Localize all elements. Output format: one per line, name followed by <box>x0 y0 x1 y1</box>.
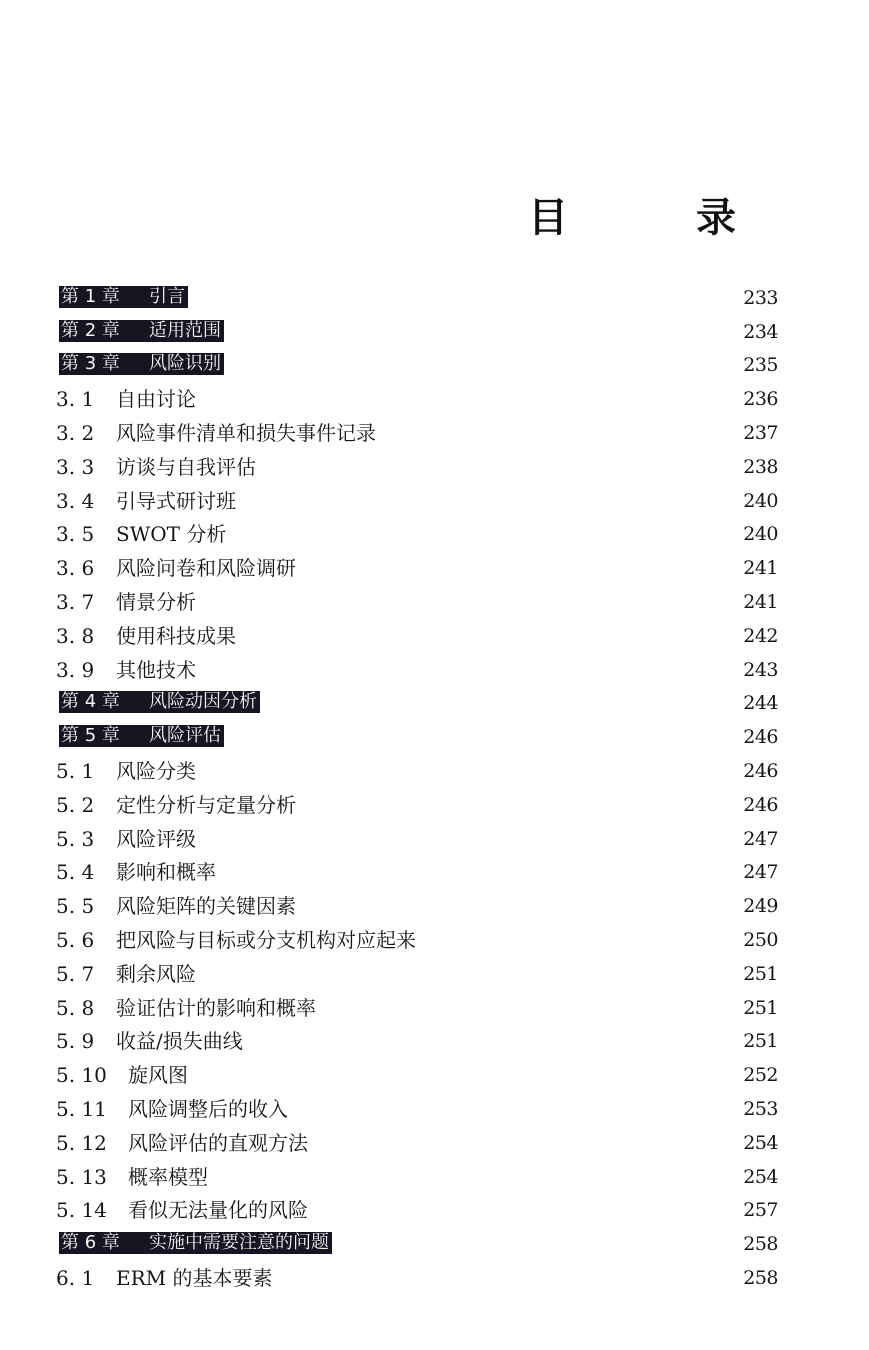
toc-entry-number: 6. 1 <box>56 1265 95 1290</box>
toc-entry-title <box>56 827 196 851</box>
toc-page-number: 233 <box>743 286 778 309</box>
toc-chapter-entry[interactable] <box>0 686 869 720</box>
toc-entry-text: 风险识别 <box>149 353 221 375</box>
toc-entry-text: 剩余风险 <box>116 961 196 986</box>
toc-page-number: 251 <box>743 996 778 1019</box>
toc-section-entry[interactable] <box>0 956 869 990</box>
toc-entry-text: 引导式研讨班 <box>116 488 236 513</box>
toc-section-entry[interactable] <box>0 550 869 584</box>
toc-entry-number: 3. 6 <box>56 556 95 581</box>
toc-section-entry[interactable] <box>0 1260 869 1294</box>
toc-entry-title <box>56 1097 288 1121</box>
toc-page-number: 258 <box>743 1266 778 1289</box>
toc-chapter-entry[interactable] <box>0 314 869 348</box>
toc-entry-number: 5. 11 <box>56 1096 107 1121</box>
toc-page-number: 238 <box>743 455 778 478</box>
toc-entry-title <box>56 962 196 986</box>
toc-entry-text: 风险分类 <box>116 758 196 783</box>
toc-entry-title <box>59 725 224 747</box>
toc-entry-title <box>56 387 196 411</box>
toc-entry-title <box>56 1029 243 1053</box>
toc-chapter-entry[interactable] <box>0 348 869 382</box>
toc-entry-text: 风险评级 <box>116 826 196 851</box>
toc-section-entry[interactable] <box>0 888 869 922</box>
toc-entry-text: 风险问卷和风险调研 <box>116 556 296 581</box>
toc-page-number: 234 <box>743 320 778 343</box>
toc-page-number: 250 <box>743 928 778 951</box>
page-title: 目 录 <box>528 195 780 241</box>
toc-section-entry[interactable] <box>0 517 869 551</box>
toc-entry-title <box>56 455 256 479</box>
toc-section-entry[interactable] <box>0 821 869 855</box>
toc-page-number: 252 <box>743 1064 778 1087</box>
toc-entry-number: 5. 10 <box>56 1063 107 1088</box>
toc-entry-number: 3. 7 <box>56 589 95 614</box>
toc-page-number: 253 <box>743 1097 778 1120</box>
toc-section-entry[interactable] <box>0 1125 869 1159</box>
toc-entry-number: 3. 4 <box>56 488 95 513</box>
toc-entry-number: 第 3 章 <box>61 353 120 375</box>
toc-page-number: 240 <box>743 523 778 546</box>
toc-entry-number: 3. 8 <box>56 623 95 648</box>
toc-entry-title <box>56 1165 208 1189</box>
toc-entry-number: 3. 9 <box>56 657 95 682</box>
toc-entry-text: ERM 的基本要素 <box>116 1265 273 1290</box>
toc-entry-text: 情景分析 <box>116 589 196 614</box>
toc-page-number: 243 <box>743 658 778 681</box>
toc-entry-number: 5. 7 <box>56 961 95 986</box>
toc-chapter-entry[interactable] <box>0 1226 869 1260</box>
toc-entry-title <box>56 658 196 682</box>
toc-entry-number: 5. 12 <box>56 1130 107 1155</box>
toc-section-entry[interactable] <box>0 381 869 415</box>
toc-entry-title <box>56 1266 273 1290</box>
toc-entry-number: 5. 13 <box>56 1164 107 1189</box>
toc-entry-number: 第 1 章 <box>61 285 120 307</box>
toc-page-number: 246 <box>743 793 778 816</box>
toc-entry-text: 风险事件清单和损失事件记录 <box>116 420 376 445</box>
toc-page-number: 241 <box>743 590 778 613</box>
toc-page-number: 242 <box>743 624 778 647</box>
toc-entry-title <box>56 860 216 884</box>
toc-chapter-entry[interactable] <box>0 719 869 753</box>
toc-page-number: 251 <box>743 962 778 985</box>
toc-entry-text: 风险调整后的收入 <box>128 1096 288 1121</box>
toc-entry-number: 第 4 章 <box>61 691 120 713</box>
toc-section-entry[interactable] <box>0 787 869 821</box>
toc-entry-title <box>56 759 196 783</box>
toc-entry-text: 看似无法量化的风险 <box>128 1198 308 1223</box>
toc-entry-text: 收益/损失曲线 <box>116 1029 243 1054</box>
toc-entry-number: 第 2 章 <box>61 319 120 341</box>
toc-chapter-entry[interactable] <box>0 280 869 314</box>
toc-page-number: 246 <box>743 759 778 782</box>
toc-entry-title <box>56 489 236 513</box>
toc-entry-number: 3. 3 <box>56 454 95 479</box>
toc-entry-title <box>56 556 296 580</box>
toc-page-number: 235 <box>743 354 778 377</box>
toc-section-entry[interactable] <box>0 449 869 483</box>
toc-entry-text: 访谈与自我评估 <box>116 454 256 479</box>
toc-entry-text: 风险动因分析 <box>149 691 257 713</box>
toc-section-entry[interactable] <box>0 1193 869 1227</box>
toc-entry-title <box>59 353 224 375</box>
toc-entry-title <box>56 421 376 445</box>
toc-page-number: 240 <box>743 489 778 512</box>
toc-entry-text: 影响和概率 <box>116 860 216 885</box>
toc-page-number: 249 <box>743 895 778 918</box>
toc-entry-number: 5. 4 <box>56 860 95 885</box>
toc-section-entry[interactable] <box>0 1024 869 1058</box>
toc-entry-text: 定性分析与定量分析 <box>116 792 296 817</box>
toc-page-number: 241 <box>743 557 778 580</box>
toc-page-number: 254 <box>743 1131 778 1154</box>
toc-page-number: 237 <box>743 421 778 444</box>
toc-section-entry[interactable] <box>0 584 869 618</box>
toc-section-entry[interactable] <box>0 652 869 686</box>
toc-page-number: 251 <box>743 1030 778 1053</box>
toc-entry-title <box>56 894 296 918</box>
toc-entry-text: 引言 <box>149 285 185 307</box>
toc-entry-text: 验证估计的影响和概率 <box>116 995 316 1020</box>
toc-entry-text: 旋风图 <box>128 1063 188 1088</box>
toc-page-number: 247 <box>743 861 778 884</box>
toc-entry-number: 5. 2 <box>56 792 95 817</box>
table-of-contents <box>0 280 869 1294</box>
toc-page-number: 246 <box>743 726 778 749</box>
toc-entry-number: 第 6 章 <box>61 1232 120 1254</box>
toc-entry-text: 使用科技成果 <box>116 623 236 648</box>
toc-entry-number: 5. 1 <box>56 758 95 783</box>
toc-entry-title <box>56 1131 308 1155</box>
toc-section-entry[interactable] <box>0 483 869 517</box>
toc-entry-number: 3. 2 <box>56 420 95 445</box>
toc-entry-title <box>59 286 188 308</box>
toc-section-entry[interactable] <box>0 855 869 889</box>
toc-entry-text: 适用范围 <box>149 319 221 341</box>
toc-entry-title <box>59 691 260 713</box>
toc-section-entry[interactable] <box>0 1057 869 1091</box>
toc-entry-number: 5. 6 <box>56 927 95 952</box>
toc-section-entry[interactable] <box>0 922 869 956</box>
toc-entry-title <box>56 624 236 648</box>
toc-entry-number: 5. 5 <box>56 894 95 919</box>
toc-entry-number: 3. 1 <box>56 387 95 412</box>
toc-section-entry[interactable] <box>0 415 869 449</box>
toc-section-entry[interactable] <box>0 990 869 1024</box>
toc-page-number: 258 <box>743 1233 778 1256</box>
toc-entry-number: 5. 9 <box>56 1029 95 1054</box>
toc-entry-title <box>59 320 224 342</box>
toc-section-entry[interactable] <box>0 1091 869 1125</box>
toc-entry-number: 5. 3 <box>56 826 95 851</box>
toc-entry-number: 5. 14 <box>56 1198 107 1223</box>
toc-entry-text: 其他技术 <box>116 657 196 682</box>
toc-entry-title <box>59 1232 332 1254</box>
toc-entry-title <box>56 1063 188 1087</box>
toc-section-entry[interactable] <box>0 618 869 652</box>
toc-page-number: 254 <box>743 1165 778 1188</box>
toc-entry-text: 把风险与目标或分支机构对应起来 <box>116 927 416 952</box>
toc-entry-number: 3. 5 <box>56 522 95 547</box>
toc-page-number: 257 <box>743 1199 778 1222</box>
toc-entry-number: 5. 8 <box>56 995 95 1020</box>
toc-page-number: 236 <box>743 388 778 411</box>
toc-entry-title <box>56 793 296 817</box>
toc-section-entry[interactable] <box>0 753 869 787</box>
toc-page-number: 244 <box>743 692 778 715</box>
toc-section-entry[interactable] <box>0 1159 869 1193</box>
toc-entry-title <box>56 1198 308 1222</box>
toc-entry-text: 概率模型 <box>128 1164 208 1189</box>
toc-entry-number: 第 5 章 <box>61 725 120 747</box>
toc-entry-text: 风险评估的直观方法 <box>128 1130 308 1155</box>
toc-entry-title <box>56 522 226 546</box>
toc-entry-title <box>56 996 316 1020</box>
toc-page-number: 247 <box>743 827 778 850</box>
toc-entry-text: SWOT 分析 <box>116 522 227 547</box>
toc-entry-text: 自由讨论 <box>116 387 196 412</box>
toc-entry-title <box>56 928 416 952</box>
toc-entry-text: 风险矩阵的关键因素 <box>116 894 296 919</box>
toc-entry-text: 实施中需要注意的问题 <box>149 1232 329 1254</box>
toc-entry-title <box>56 590 196 614</box>
toc-entry-text: 风险评估 <box>149 725 221 747</box>
